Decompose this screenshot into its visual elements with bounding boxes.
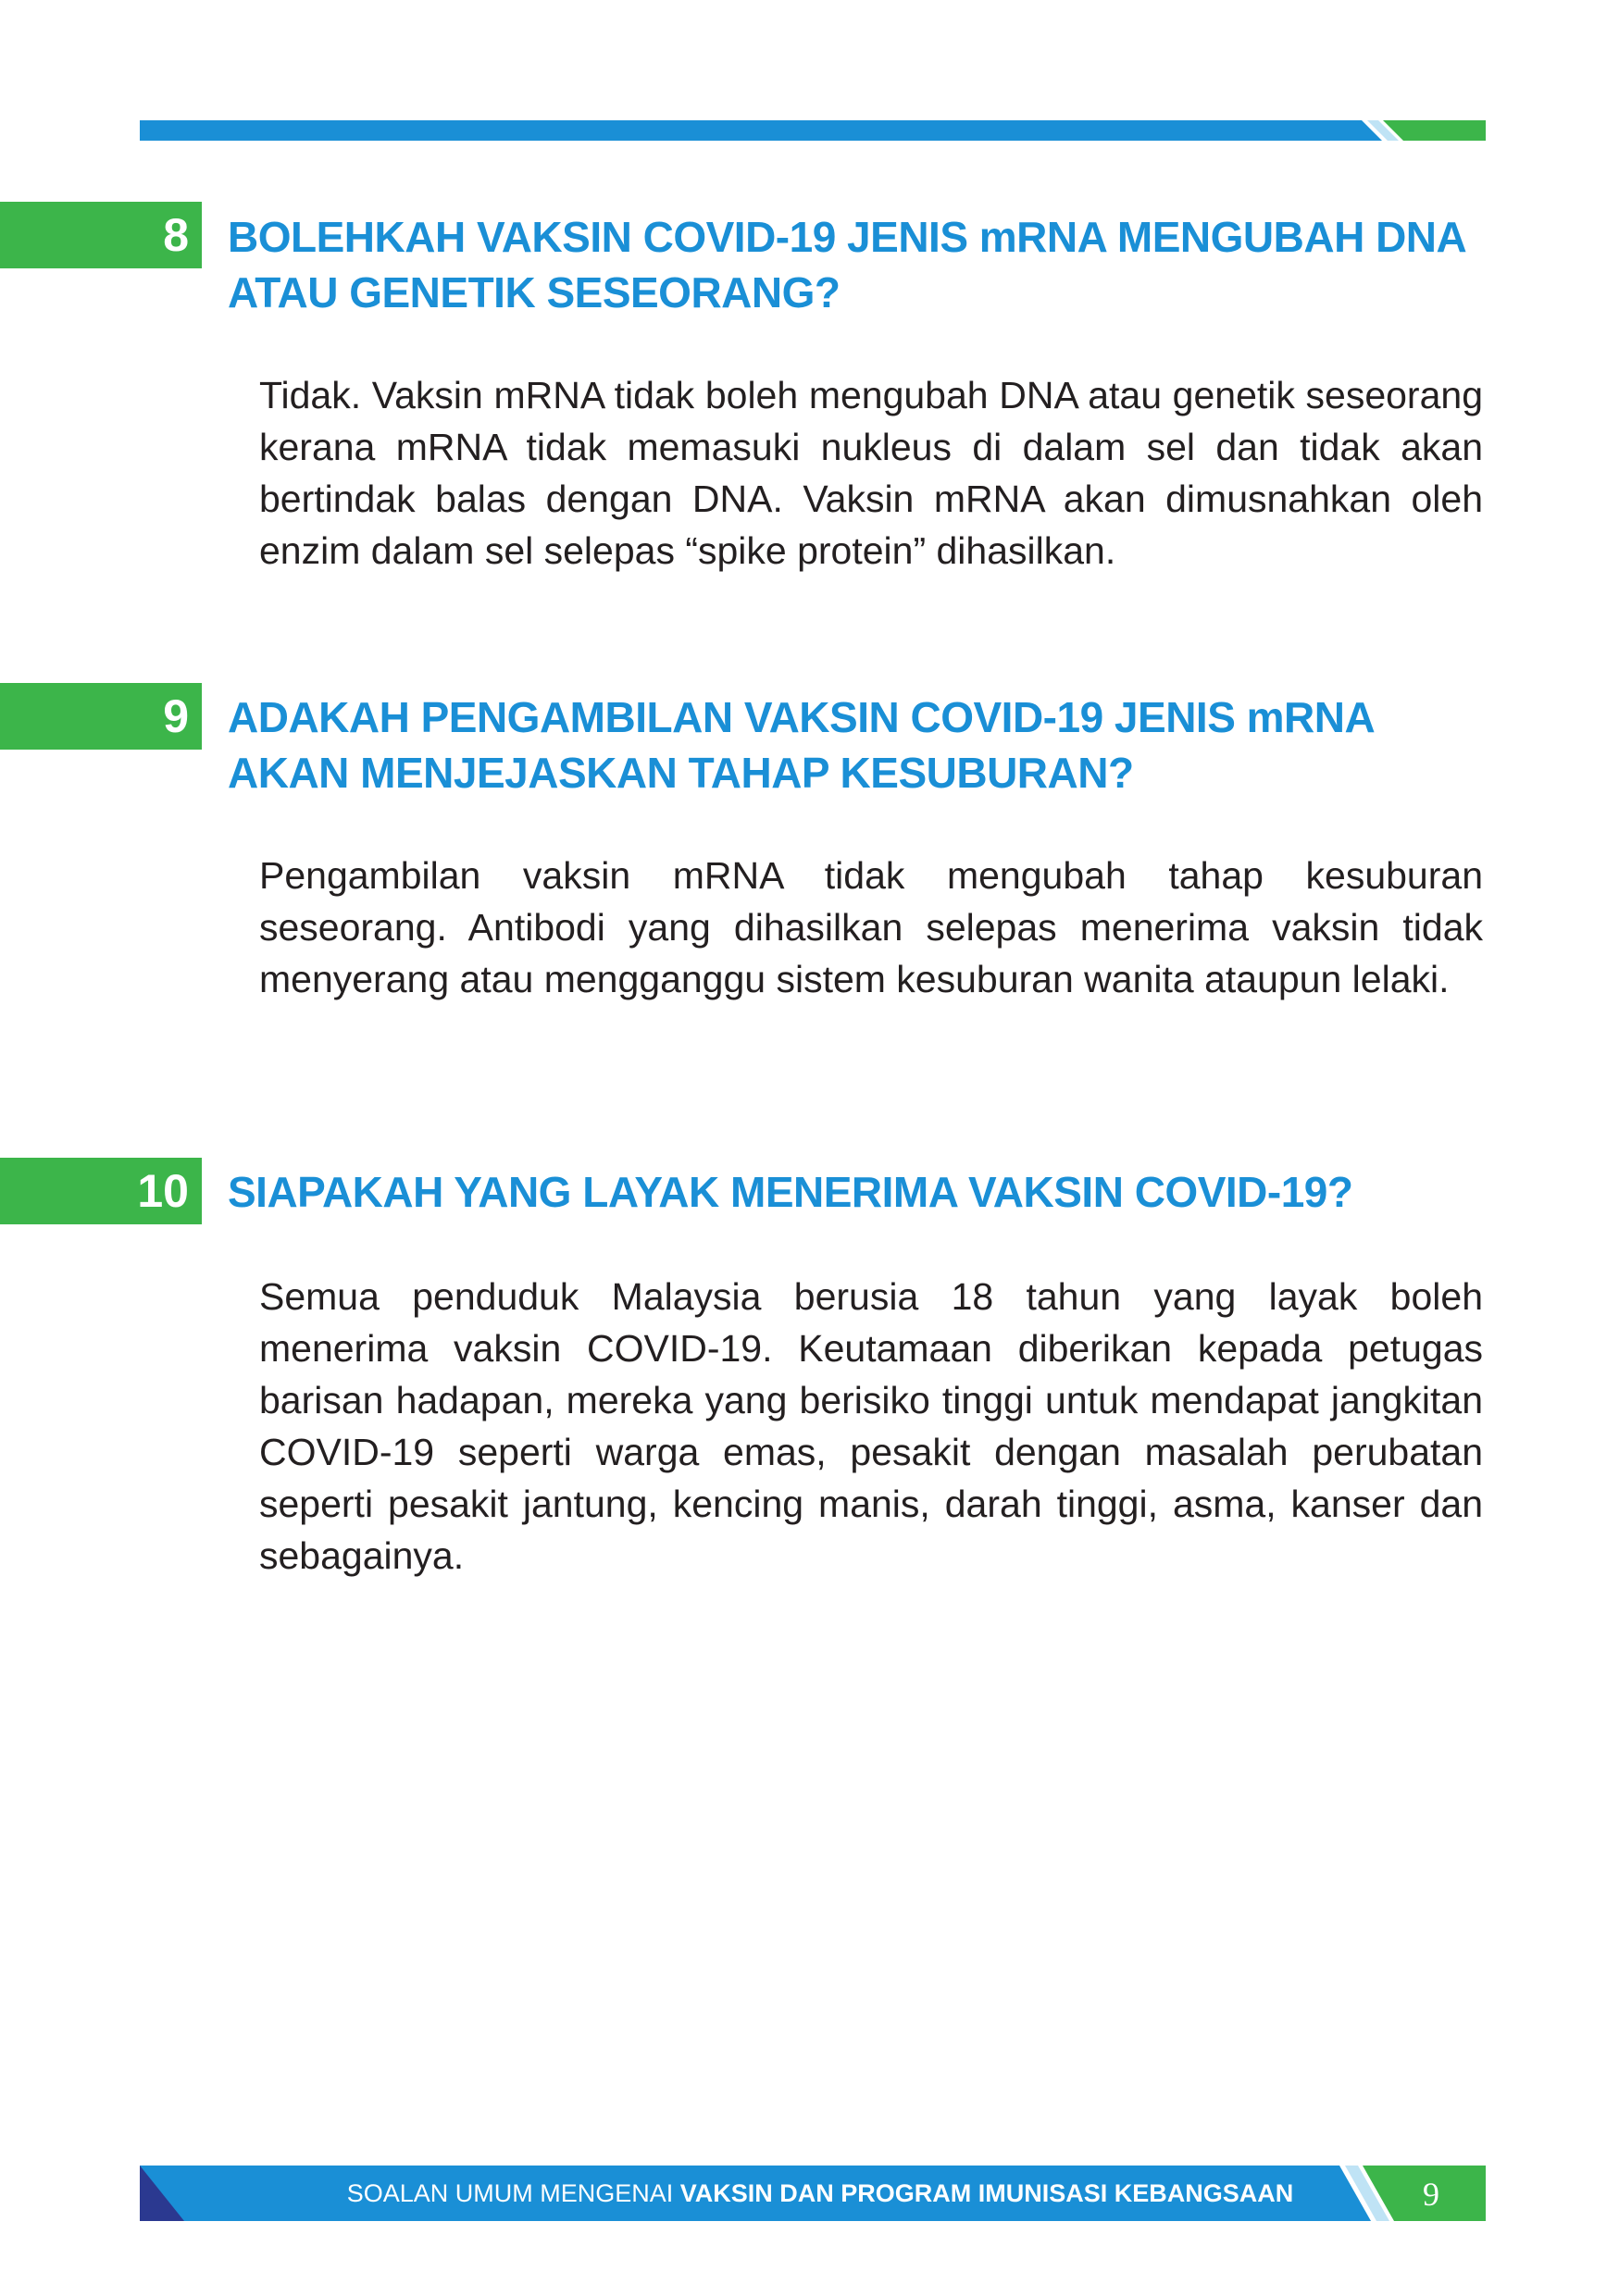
answer-text: Semua penduduk Malaysia berusia 18 tahun yang layak boleh menerima vaksin COVID-19. Keutamaan diberikan kepada petugas barisan hadapan, mereka yang berisiko tinggi untuk mendapat jangkitan COVID-19 seperti warga emas, pesakit dengan masalah perubatan seperti pesakit jantung, kencing manis, darah tinggi, asma, kanser dan sebagainya. (259, 1275, 1483, 1577)
page-number: 9 (1423, 2176, 1439, 2213)
question-title (228, 209, 1496, 320)
question-title-line: AKAN MENJEJASKAN TAHAP KESUBURAN? (228, 749, 1134, 797)
header-band (140, 120, 1486, 141)
question-title-line: BOLEHKAH VAKSIN COVID-19 JENIS mRNA MENGUBAH DNA (228, 213, 1467, 261)
footer-title-regular: SOALAN UMUM MENGENAI (346, 2179, 680, 2207)
answer-text: Pengambilan vaksin mRNA tidak mengubah tahap kesuburan seseorang. Antibodi yang dihasilkan selepas menerima vaksin tidak menyerang atau mengganggu sistem kesuburan wanita ataupun lelaki. (259, 854, 1483, 1000)
footer-title (314, 2166, 1326, 2221)
header-band-graphic (140, 120, 1486, 141)
question-title (228, 689, 1496, 800)
answer-text: Tidak. Vaksin mRNA tidak boleh mengubah DNA atau genetik seseorang kerana mRNA tidak memasuki nukleus di dalam sel dan tidak akan bertindak balas dengan DNA. Vaksin mRNA akan dimusnahkan oleh enzim dalam sel selepas “spike protein” dihasilkan. (259, 374, 1483, 572)
question-title (228, 1164, 1496, 1220)
question-number-badge: 10 (0, 1158, 202, 1224)
footer-title-bold: VAKSIN DAN PROGRAM IMUNISASI KEBANGSAAN (679, 2179, 1294, 2207)
question-title-line: SIAPAKAH YANG LAYAK MENERIMA VAKSIN COVID-19? (228, 1168, 1353, 1216)
footer-band (140, 2166, 1486, 2221)
question-title-line: ADAKAH PENGAMBILAN VAKSIN COVID-19 JENIS mRNA (228, 693, 1376, 741)
question-title-line: ATAU GENETIK SESEORANG? (228, 268, 841, 316)
question-number-badge: 9 (0, 683, 202, 750)
question-number-badge: 8 (0, 202, 202, 268)
